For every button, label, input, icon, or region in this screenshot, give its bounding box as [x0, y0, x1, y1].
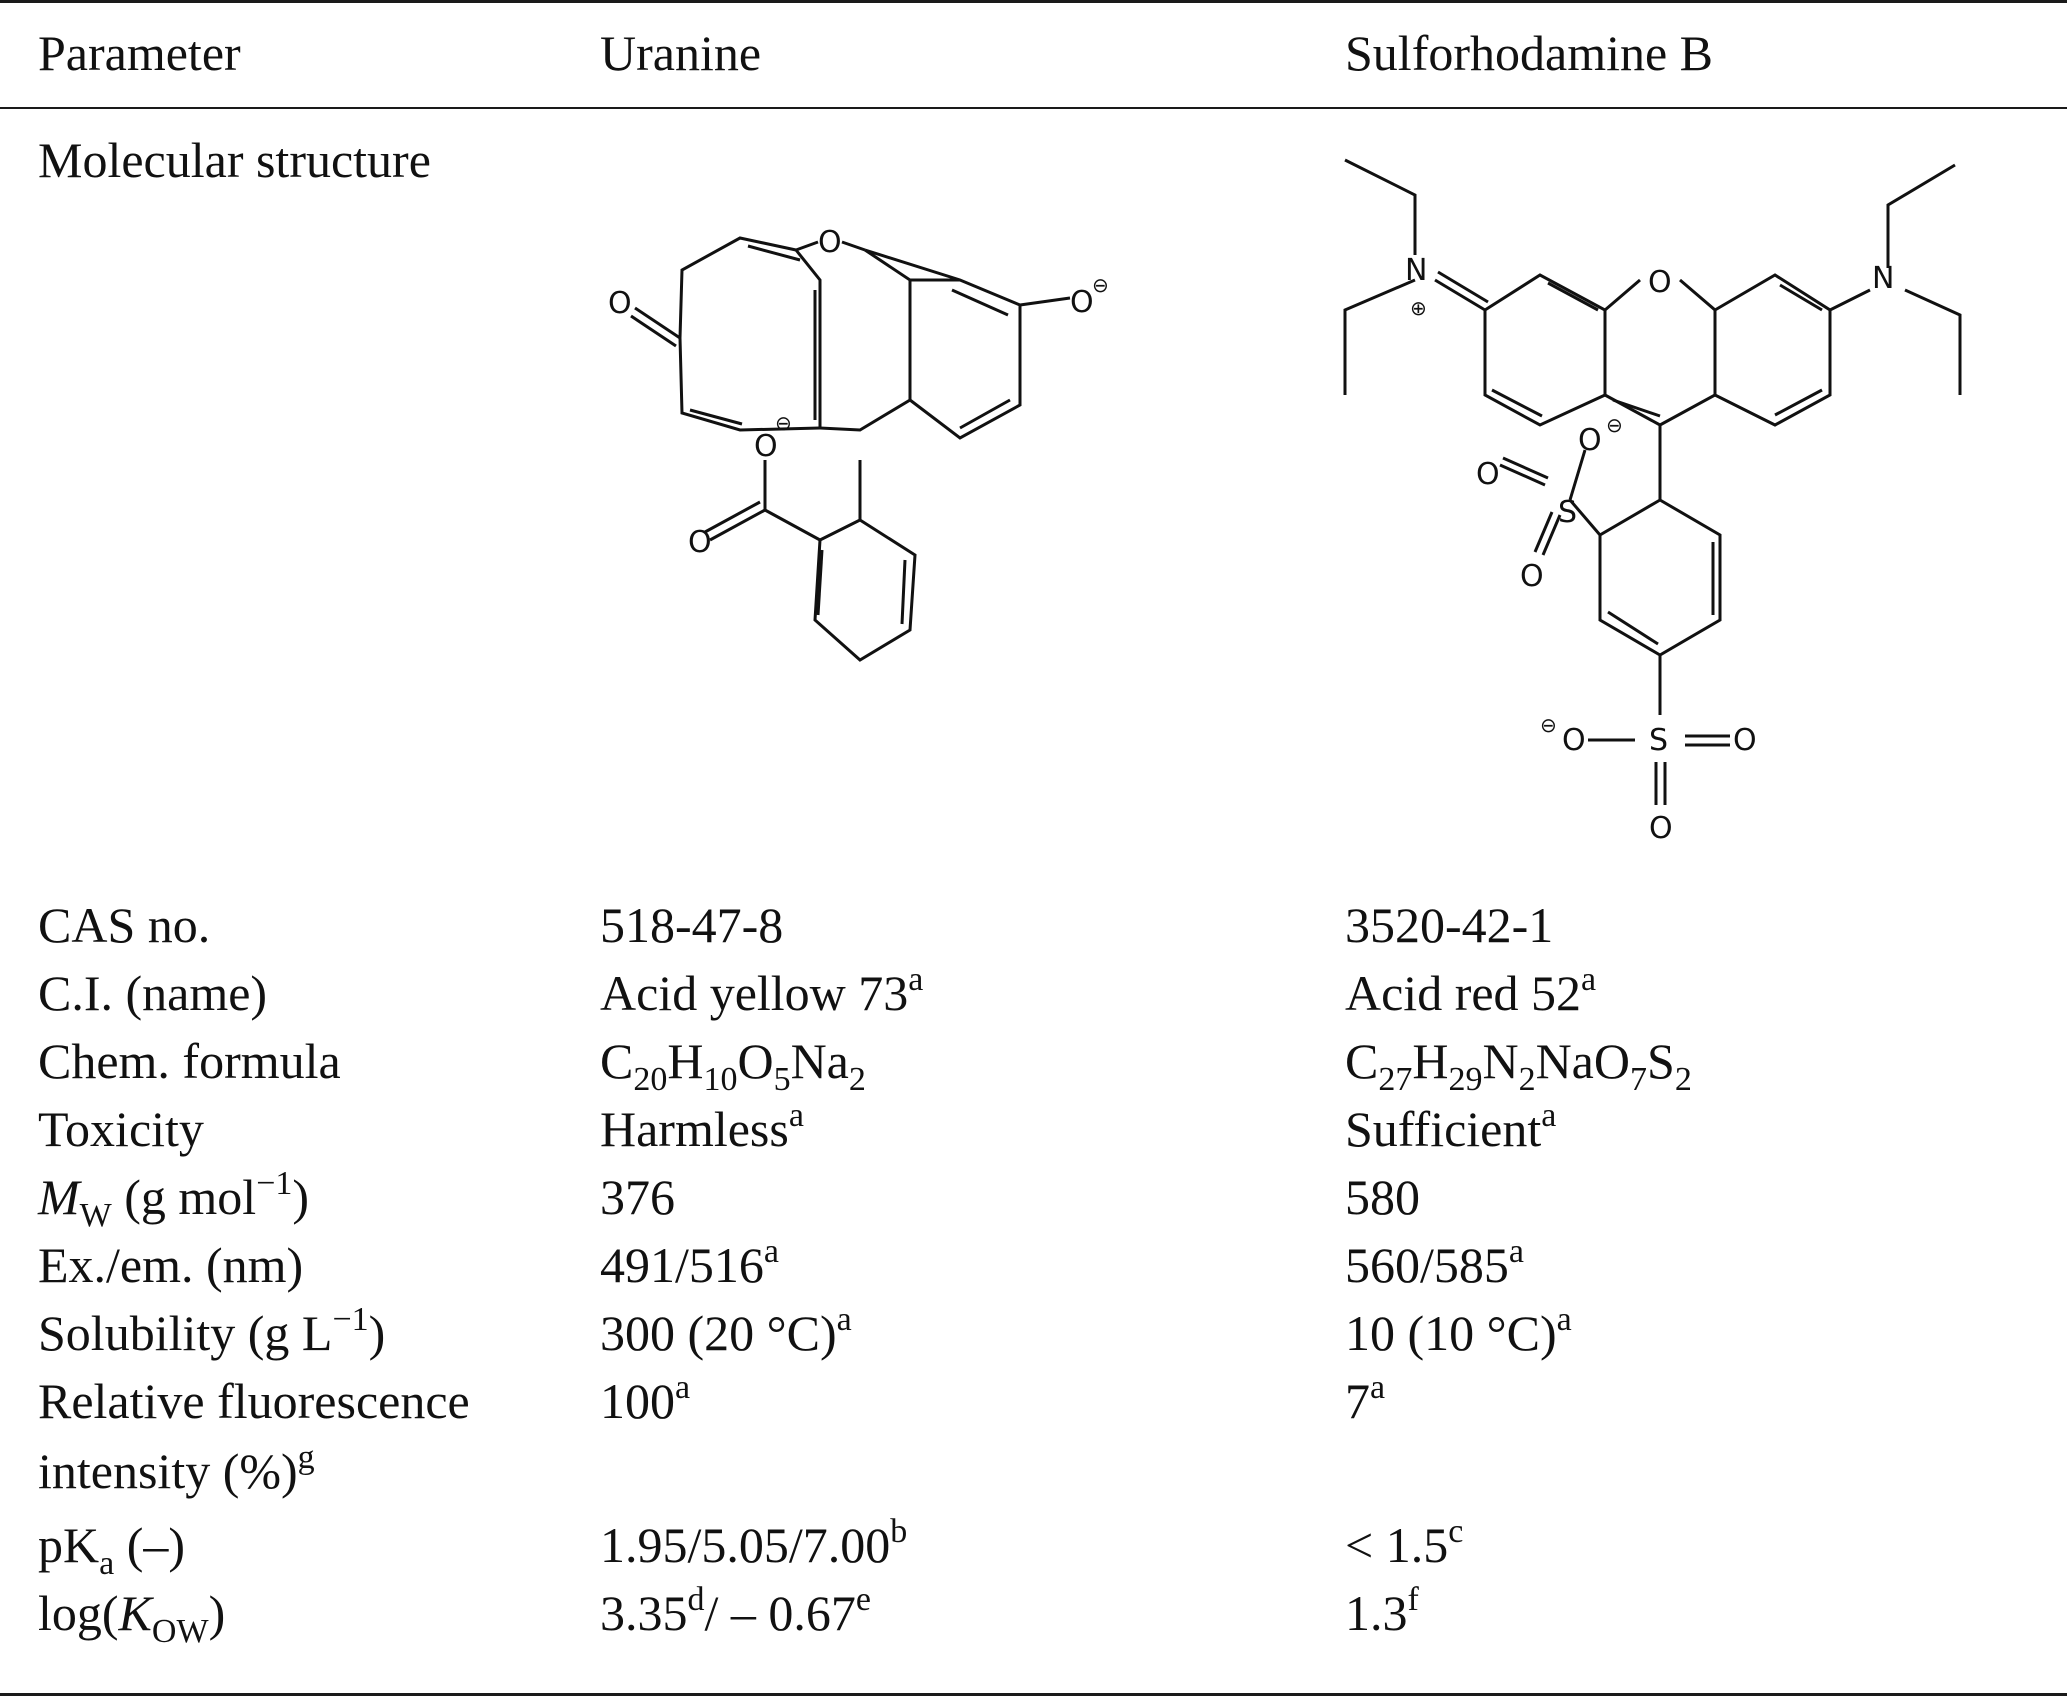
top-rule — [0, 0, 2067, 3]
header-uranine: Uranine — [600, 25, 762, 81]
sulforhodamine-s2-o1: O — [1733, 723, 1757, 758]
uranine-exem: 491/516$^a$ — [600, 1233, 779, 1293]
sulforhodamine-s2: S — [1649, 723, 1669, 758]
formula-element: NaO — [1535, 1033, 1630, 1089]
row-label-ci: C.I. (name) — [38, 965, 268, 1021]
sulforhodamine-s1: S — [1558, 495, 1578, 530]
sulforhodamine-right-ring — [1715, 275, 1830, 425]
sulforhodamine-s1-o2: O — [1520, 559, 1544, 594]
uranine-cas: 518-47-8 — [600, 897, 784, 953]
sulforhodamine-sulfo-ring — [1600, 500, 1720, 655]
formula-subscript: 7 — [1630, 1061, 1647, 1098]
uranine-benzoate-ring — [815, 520, 915, 660]
uranine-carboxylate-oxygen: O — [754, 429, 778, 464]
formula-subscript: 20 — [633, 1061, 668, 1098]
row-label-toxicity: Toxicity — [38, 1101, 204, 1157]
row-label-fluorescence — [38, 1366, 470, 1506]
row-label-formula: Chem. formula — [38, 1033, 341, 1089]
header-parameter: Parameter — [38, 25, 241, 81]
formula-element: N — [1482, 1033, 1519, 1089]
sulforhodamine-amine-n: N — [1872, 261, 1895, 296]
uranine-ring-oxygen: O — [818, 225, 842, 260]
sulforhodamine-solubility: 10 (10 °C)$^a$ — [1345, 1301, 1572, 1361]
uranine-phenolate-oxygen: O — [1070, 285, 1094, 320]
uranine-mw: 376 — [600, 1169, 675, 1225]
uranine-fluorescence: 100$^a$ — [600, 1369, 691, 1429]
uranine-logkow: 3.35$^d$/ – 0.67e — [600, 1581, 871, 1641]
sulforhodamine-cas: 3520-42-1 — [1345, 897, 1554, 953]
sulforhodamine-s2-o-minus: O — [1562, 723, 1586, 758]
uranine-phenolate-charge: ⊖ — [1092, 273, 1109, 297]
sulforhodamine-toxicity: Sufficient$^a$ — [1345, 1097, 1557, 1157]
formula-subscript: 5 — [773, 1061, 791, 1098]
sulforhodamine-left-ring — [1485, 275, 1605, 425]
sulforhodamine-exem: 560/585$^a$ — [1345, 1233, 1524, 1293]
formula-element: Na — [790, 1033, 849, 1089]
uranine-solubility: 300 (20 °C)$^a$ — [600, 1301, 852, 1361]
formula-subscript: 27 — [1378, 1061, 1413, 1098]
row-label-pka: $pK_a$ (–) — [38, 1517, 186, 1582]
formula-element: C — [1345, 1033, 1379, 1089]
sulforhodamine-iminium-charge: ⊕ — [1410, 296, 1427, 320]
sulforhodamine-s1-o1: O — [1476, 457, 1500, 492]
sulforhodamine-ring-oxygen: O — [1648, 265, 1672, 300]
sulforhodamine-formula — [1345, 1026, 1692, 1096]
uranine-carbonyl-oxygen: O — [688, 525, 712, 560]
formula-element: O — [737, 1033, 774, 1089]
row-label-logkow: $\log(K_{OW})$ — [38, 1585, 226, 1650]
uranine-carboxylate-charge: ⊖ — [775, 411, 792, 435]
sulforhodamine-logkow: 1.3$^f$ — [1345, 1581, 1419, 1641]
fluorescence-label-line1: Relative fluorescence — [38, 1373, 470, 1429]
sulforhodamine-s1-charge: ⊖ — [1606, 413, 1623, 437]
sulforhodamine-s1-o-minus: O — [1578, 423, 1602, 458]
row-label-solubility: Solubility (g $L^{-1}$) — [38, 1301, 386, 1361]
uranine-toxicity: Harmless$^a$ — [600, 1097, 804, 1157]
formula-subscript: 29 — [1448, 1061, 1483, 1098]
uranine-right-ring — [820, 250, 910, 430]
uranine-keto-oxygen: O — [608, 286, 632, 321]
sulforhodamine-pka: < 1.5$^c$ — [1345, 1513, 1464, 1573]
sulforhodamine-s2-charge: ⊖ — [1540, 713, 1557, 737]
uranine-structure — [560, 220, 1109, 740]
formula-subscript: 2 — [848, 1061, 866, 1098]
sulforhodamine-iminium-n: N — [1405, 253, 1428, 288]
fluorescence-label-line2: intensity (%)$^g$ — [38, 1439, 315, 1499]
sulforhodamine-structure — [1330, 150, 2050, 850]
sulforhodamine-ci: Acid red 52$^a$ — [1345, 961, 1597, 1021]
formula-subscript: 10 — [703, 1061, 738, 1098]
row-label-structure: Molecular structure — [38, 132, 431, 188]
row-label-mw: $M_W$ (g mol$^{-1}$) — [38, 1165, 310, 1234]
uranine-pka: 1.95/5.05/7.00$^b$ — [600, 1513, 908, 1573]
formula-subscript: 2 — [1518, 1061, 1536, 1098]
bottom-rule — [0, 1693, 2067, 1696]
uranine-formula — [600, 1026, 866, 1096]
sulforhodamine-mw: 580 — [1345, 1169, 1420, 1225]
formula-element: C — [600, 1033, 634, 1089]
formula-element: S — [1647, 1033, 1675, 1089]
formula-element: H — [1412, 1033, 1449, 1089]
row-label-exem: Ex./em. (nm) — [38, 1237, 304, 1293]
header-sulforhodamine: Sulforhodamine B — [1345, 25, 1714, 81]
sulforhodamine-s2-o2: O — [1649, 811, 1673, 846]
header-rule — [0, 107, 2067, 109]
uranine-ci: Acid yellow 73$^a$ — [600, 961, 924, 1021]
sulforhodamine-fluorescence: 7$^a$ — [1345, 1369, 1386, 1429]
formula-element: H — [667, 1033, 704, 1089]
row-label-cas: CAS no. — [38, 897, 211, 953]
formula-subscript: 2 — [1674, 1061, 1692, 1098]
